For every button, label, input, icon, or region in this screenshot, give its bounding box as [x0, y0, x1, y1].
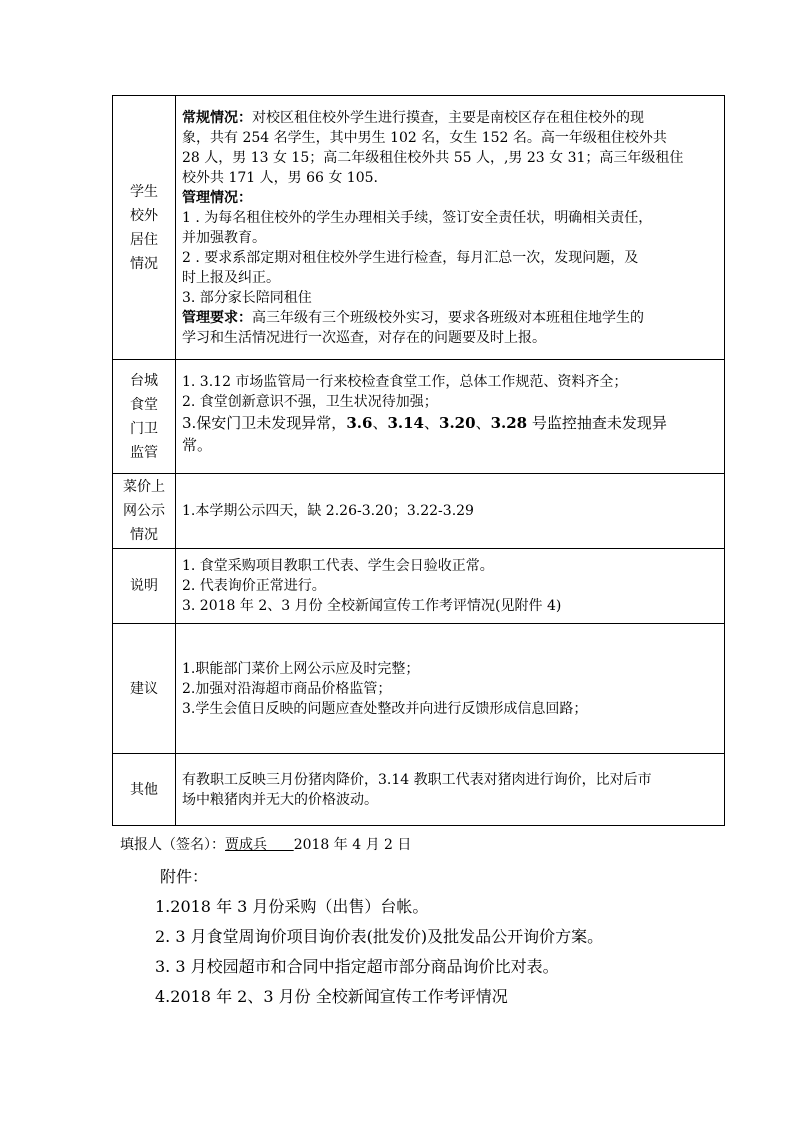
- signer-name: 贾成兵: [225, 837, 267, 853]
- requirement-line-1: 管理要求：高三年级有三个班级校外实习，要求各班级对本班租住地学生的: [182, 309, 644, 326]
- list-item: 1.本学期公示四天，缺 2.26-3.20；3.22-3.29: [182, 503, 474, 519]
- attachments: [155, 862, 603, 1012]
- report-date: 2018 年 4 月 2 日: [293, 837, 412, 853]
- row-other: [113, 754, 725, 826]
- list-item: 1. 食堂采购项目教职工代表、学生会日验收正常。: [182, 558, 494, 574]
- row-suggestions: [113, 624, 725, 754]
- row-label: 学生 校外 居住 情况: [113, 96, 176, 360]
- row-label: 菜价上 网公示 情况: [113, 474, 176, 549]
- signature-line: [120, 835, 411, 855]
- signature-label: 填报人（签名）：: [120, 837, 225, 853]
- row-label: 说明: [113, 549, 176, 624]
- row-content: 有教职工反映三月份猪肉降价，3.14 教职工代表对猪肉进行询价，比对后市 场中粮猪肉并无大的价格波动。: [176, 754, 725, 826]
- row-label: 台城 食堂 门卫 监管: [113, 360, 176, 474]
- list-item: 2. 代表询价正常进行。: [182, 578, 326, 594]
- row-content: 常规情况：对校区租住校外学生进行摸查，主要是南校区存在租住校外的现 象，共有 254 名学生，其中男生 102 名，女生 152 名。高一年级租住校外共 28 人，男 13 女 15；高二年级租住校外共 55 人，,男 23 女 31；高三年级租住 校外共 171 人，男 66 女 105. 管理情况： 1 . 为每名租住校外的学生办理相关手续，签订安全责任状，明确相关责任， 并加强教育。 2 . 要求系部定期对租住校外学生进行检查，每月汇总一次，发现问题，及 时上报及纠正。 3. 部分家长陪同租住 管理要求：高三年级有三个班级校外实习，要求各班级对本班租住地学生的 学习和生活情况进行一次巡查，对存在的问题要及时上报。: [176, 96, 725, 360]
- list-item: 3.学生会值日反映的问题应查处整改并向进行反馈形成信息回路；: [182, 700, 588, 717]
- row-canteen-gate: [113, 360, 725, 474]
- list-item: 2.加强对沿海超市商品价格监管；: [182, 680, 392, 697]
- list-item: 3. 2018 年 2、3 月份 全校新闻宣传工作考评情况(见附件 4): [182, 598, 562, 614]
- row-label: 其他: [113, 754, 176, 826]
- list-item: 1.2018 年 3 月份采购（出售）台帐。: [155, 897, 429, 916]
- row-label: 建议: [113, 624, 176, 754]
- attachments-title: 附件：: [160, 867, 209, 886]
- list-item: 1. 3.12 市场监管局一行来校检查食堂工作，总体工作规范、资料齐全；: [182, 374, 628, 390]
- section-title-requirement: 管理要求：: [182, 309, 252, 326]
- report-table: [112, 95, 725, 826]
- section-title-routine: 常规情况：: [182, 109, 252, 126]
- section-title-management: 管理情况：: [182, 189, 252, 206]
- list-item: 1.职能部门菜价上网公示应及时完整；: [182, 660, 420, 677]
- list-item: 2. 食堂创新意识不强，卫生状况待加强；: [182, 394, 438, 410]
- row-notes: [113, 549, 725, 624]
- list-item: 2. 3 月食堂周询价项目询价表(批发价)及批发品公开询价方案。: [155, 927, 604, 946]
- list-item: 4.2018 年 2、3 月份 全校新闻宣传工作考评情况: [155, 987, 508, 1006]
- row-price-publication: [113, 474, 725, 549]
- routine-line-1: 常规情况：对校区租住校外学生进行摸查，主要是南校区存在租住校外的现: [182, 109, 644, 126]
- list-item: 3. 3 月校园超市和合同中指定超市部分商品询价比对表。: [155, 957, 559, 976]
- row-content: [176, 474, 725, 549]
- row-content: 1. 3.12 市场监管局一行来校检查食堂工作，总体工作规范、资料齐全； 2. 食堂创新意识不强，卫生状况待加强； 3.保安门卫未发现异常，3.6、3.14、3.20、3.28 号监控抽查未发现异 常。: [176, 360, 725, 474]
- row-offcampus-residence: [113, 96, 725, 360]
- row-content: [176, 549, 725, 624]
- list-item: 3.保安门卫未发现异常，3.6、3.14、3.20、3.28 号监控抽查未发现异: [182, 414, 667, 432]
- row-content: [176, 624, 725, 754]
